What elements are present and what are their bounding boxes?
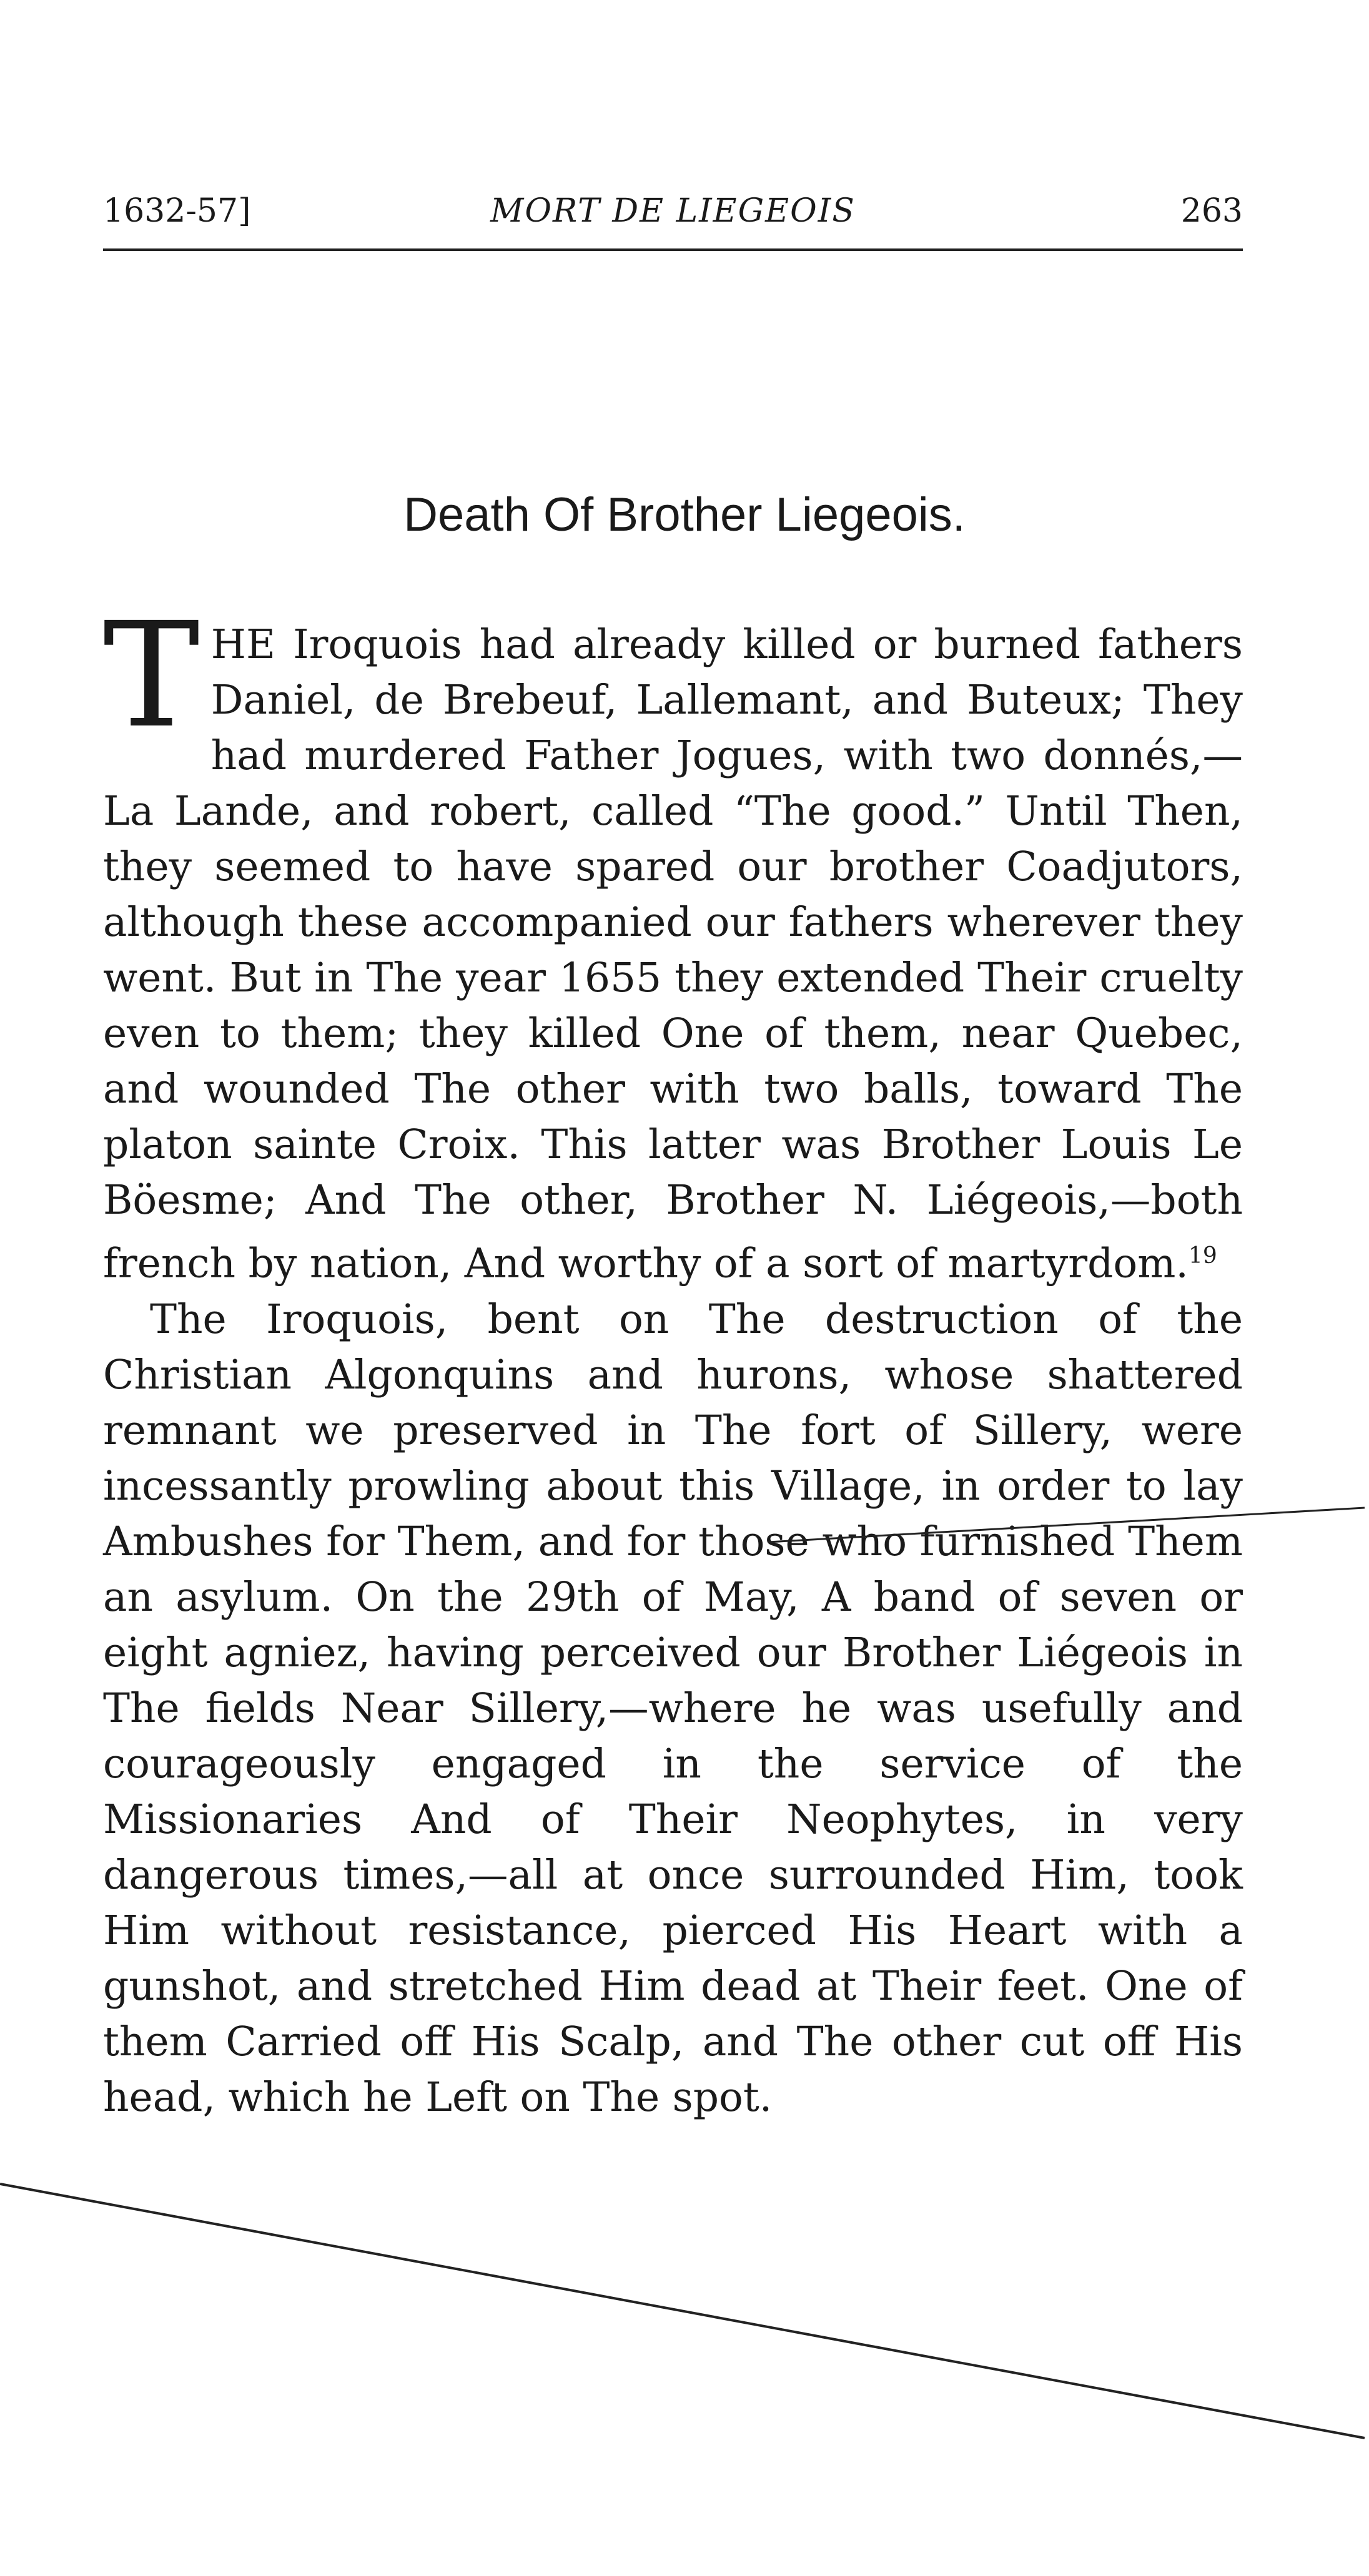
- page-number: 263: [1180, 192, 1243, 230]
- running-head-title: MORT DE LIEGEOIS: [490, 192, 856, 230]
- stray-line-lower: [0, 2184, 1365, 2438]
- paragraph-1-text: HE Iroquois had already killed or burned fathers Daniel, de Brebeuf, Lallemant, and Buteux; They had murdered Father Jogues, with two donnés,— La Lande, and robert, called “The good.” Until Then, they seemed to have spared our brother Coadjutors, although these accompanied our fathers wherever they went. But in The year 1655 they extended Their cruelty even to them; they killed One of them, near Quebec, and wounded The other with two balls, toward The platon sainte Croix. This latter was Brother Louis Le Böesme; And The other, Brother N. Liégeois,—both french by nation, And worthy of a sort of martyrdom.: [103, 621, 1243, 1287]
- paragraph-2-text: The Iroquois, bent on The destruction of the Christian Algonquins and hurons, whose shattered remnant we preserved in The fort of Sillery, were incessantly prowling about this Village, in order to lay Ambushes for Them, and for those who furnished Them an asylum. On the 29th of May, A band of seven or eight agniez, having perceived our Brother Liégeois in The fields Near Sillery,—where he was usefully and courageously engaged in the service of the Missionaries And of Their Neophytes, in very dangerous times,—all at once surrounded Him, took Him without resistance, pierced His Heart with a gunshot, and stretched Him dead at Their feet. One of them Carried off His Scalp, and The other cut off His head, which he Left on The spot.: [103, 1295, 1243, 2121]
- footnote-reference: 19: [1188, 1243, 1217, 1269]
- stray-line-upper: [768, 1508, 1365, 1542]
- running-head-date-range: 1632-57]: [103, 192, 251, 230]
- drop-cap: T: [103, 591, 200, 760]
- chapter-title: Death Of Brother Liegeois.: [403, 488, 966, 541]
